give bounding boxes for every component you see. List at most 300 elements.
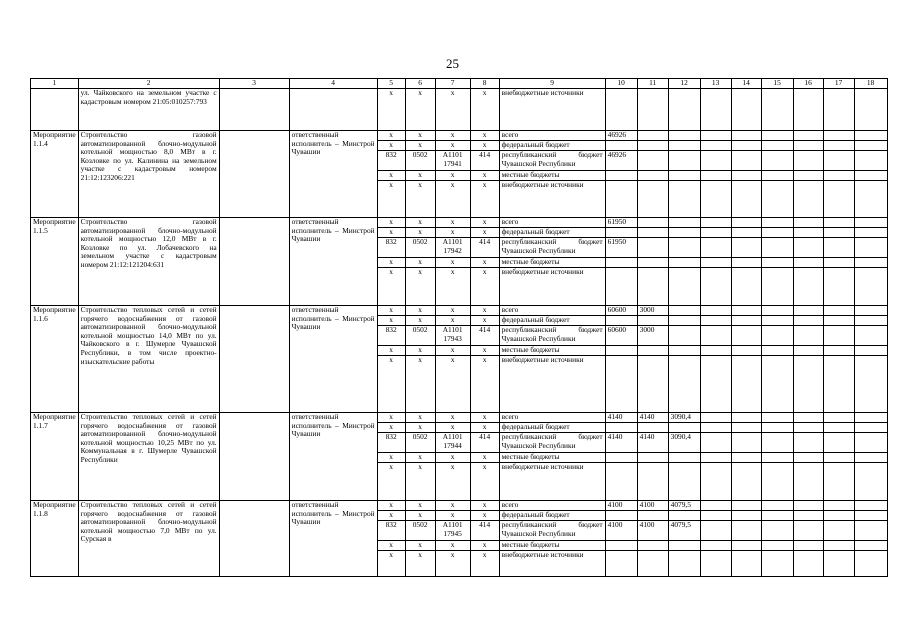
target-item-cell: А1101 17941 bbox=[435, 151, 470, 171]
amount-col18-cell bbox=[854, 356, 887, 413]
funding-source-cell: местные бюджеты bbox=[499, 346, 605, 356]
target-item-cell: x bbox=[435, 131, 470, 141]
ministry-code-cell: x bbox=[377, 306, 405, 316]
amount-col13-cell bbox=[700, 551, 731, 577]
funding-source-cell: местные бюджеты bbox=[499, 541, 605, 551]
amount-col12-cell bbox=[668, 228, 700, 238]
amount-col18-cell bbox=[854, 141, 887, 151]
ministry-code-cell: x bbox=[377, 171, 405, 181]
column-number: 3 bbox=[219, 79, 289, 89]
amount-col17-cell bbox=[823, 258, 854, 268]
amount-col18-cell bbox=[854, 521, 887, 541]
amount-col17-cell bbox=[823, 171, 854, 181]
amount-col12-cell bbox=[668, 346, 700, 356]
ministry-code-cell: x bbox=[377, 511, 405, 521]
funding-source-cell: внебюджетные источники bbox=[499, 356, 605, 413]
budget-table bbox=[30, 78, 888, 577]
amount-col16-cell bbox=[793, 306, 823, 316]
measure-label-cell: Мероприятие 1.1.5 bbox=[31, 218, 79, 306]
amount-col10-cell: 46926 bbox=[605, 131, 637, 141]
amount-col13-cell bbox=[700, 413, 731, 423]
amount-col14-cell bbox=[731, 151, 761, 171]
section-code-cell: x bbox=[405, 306, 435, 316]
expense-type-cell: x bbox=[470, 268, 499, 306]
amount-col11-cell bbox=[637, 541, 668, 551]
amount-col13-cell bbox=[700, 541, 731, 551]
ministry-code-cell: x bbox=[377, 413, 405, 423]
amount-col12-cell bbox=[668, 151, 700, 171]
amount-col13-cell bbox=[700, 258, 731, 268]
amount-col13-cell bbox=[700, 511, 731, 521]
amount-col17-cell bbox=[823, 423, 854, 433]
executor-cell: ответственный исполнитель – Минстрой Чувашии bbox=[289, 501, 377, 577]
target-item-cell: x bbox=[435, 356, 470, 413]
ministry-code-cell: x bbox=[377, 501, 405, 511]
ministry-code-cell: x bbox=[377, 316, 405, 326]
amount-col11-cell bbox=[637, 228, 668, 238]
amount-col17-cell bbox=[823, 356, 854, 413]
table-row bbox=[31, 501, 888, 511]
amount-col12-cell bbox=[668, 258, 700, 268]
target-item-cell: x bbox=[435, 423, 470, 433]
amount-col14-cell bbox=[731, 238, 761, 258]
amount-col15-cell bbox=[761, 171, 793, 181]
amount-col18-cell bbox=[854, 413, 887, 423]
amount-col11-cell: 4100 bbox=[637, 521, 668, 541]
amount-col14-cell bbox=[731, 306, 761, 316]
amount-col13-cell bbox=[700, 141, 731, 151]
amount-col10-cell bbox=[605, 463, 637, 501]
amount-col10-cell bbox=[605, 356, 637, 413]
section-code-cell: x bbox=[405, 316, 435, 326]
amount-col10-cell: 60600 bbox=[605, 306, 637, 316]
column-number: 18 bbox=[854, 79, 887, 89]
ministry-code-cell: x bbox=[377, 131, 405, 141]
target-item-cell: А1101 17944 bbox=[435, 433, 470, 453]
amount-col11-cell bbox=[637, 551, 668, 577]
measure-description-cell: Строительство газовой автоматизированной блочно-модульной котельной мощностью 8,0 МВт в г. Козловке по ул. Калинина на земельном участке с кадастровым номером 21:12:123206:221 bbox=[78, 131, 219, 218]
amount-col17-cell bbox=[823, 541, 854, 551]
amount-col16-cell bbox=[793, 228, 823, 238]
amount-col11-cell bbox=[637, 453, 668, 463]
expense-type-cell: x bbox=[470, 141, 499, 151]
target-item-cell: А1101 17945 bbox=[435, 521, 470, 541]
amount-col11-cell bbox=[637, 268, 668, 306]
amount-col16-cell bbox=[793, 258, 823, 268]
amount-col10-cell bbox=[605, 316, 637, 326]
ministry-code-cell: x bbox=[377, 228, 405, 238]
column-number-row bbox=[31, 79, 888, 89]
amount-col13-cell bbox=[700, 218, 731, 228]
amount-col14-cell bbox=[731, 511, 761, 521]
amount-col18-cell bbox=[854, 151, 887, 171]
measure-label-cell: Мероприятие 1.1.6 bbox=[31, 306, 79, 413]
amount-col18-cell bbox=[854, 131, 887, 141]
target-item-cell: А1101 17943 bbox=[435, 326, 470, 346]
expense-type-cell: x bbox=[470, 356, 499, 413]
amount-col11-cell bbox=[637, 181, 668, 218]
amount-col12-cell bbox=[668, 141, 700, 151]
amount-col17-cell bbox=[823, 268, 854, 306]
funding-source-cell: республиканский бюджет Чувашской Республики bbox=[499, 326, 605, 346]
amount-col17-cell bbox=[823, 181, 854, 218]
target-item-cell: x bbox=[435, 141, 470, 151]
amount-col13-cell bbox=[700, 228, 731, 238]
funding-source-cell: республиканский бюджет Чувашской Республики bbox=[499, 238, 605, 258]
table-row bbox=[31, 89, 888, 131]
expense-type-cell: x bbox=[470, 551, 499, 577]
amount-col16-cell bbox=[793, 151, 823, 171]
amount-col18-cell bbox=[854, 228, 887, 238]
expense-type-cell: x bbox=[470, 89, 499, 131]
amount-col18-cell bbox=[854, 306, 887, 316]
amount-col12-cell bbox=[668, 171, 700, 181]
ministry-code-cell: x bbox=[377, 268, 405, 306]
amount-col12-cell bbox=[668, 131, 700, 141]
amount-col15-cell bbox=[761, 521, 793, 541]
amount-col15-cell bbox=[761, 228, 793, 238]
ministry-code-cell: x bbox=[377, 346, 405, 356]
amount-col12-cell: 3090,4 bbox=[668, 413, 700, 423]
amount-col14-cell bbox=[731, 423, 761, 433]
amount-col18-cell bbox=[854, 541, 887, 551]
expense-type-cell: x bbox=[470, 306, 499, 316]
amount-col12-cell bbox=[668, 238, 700, 258]
amount-col10-cell bbox=[605, 551, 637, 577]
measure-label-cell: Мероприятие 1.1.7 bbox=[31, 413, 79, 501]
amount-col16-cell bbox=[793, 131, 823, 141]
expense-type-cell: x bbox=[470, 511, 499, 521]
amount-col17-cell bbox=[823, 238, 854, 258]
amount-col18-cell bbox=[854, 268, 887, 306]
amount-col16-cell bbox=[793, 316, 823, 326]
amount-col14-cell bbox=[731, 551, 761, 577]
funding-source-cell: республиканский бюджет Чувашской Республики bbox=[499, 433, 605, 453]
executor-cell bbox=[289, 89, 377, 131]
empty-col3-cell bbox=[219, 306, 289, 413]
amount-col10-cell bbox=[605, 268, 637, 306]
funding-source-cell: внебюджетные источники bbox=[499, 268, 605, 306]
funding-source-cell: всего bbox=[499, 306, 605, 316]
amount-col14-cell bbox=[731, 268, 761, 306]
amount-col12-cell bbox=[668, 541, 700, 551]
amount-col16-cell bbox=[793, 141, 823, 151]
amount-col16-cell bbox=[793, 423, 823, 433]
amount-col17-cell bbox=[823, 316, 854, 326]
expense-type-cell: x bbox=[470, 228, 499, 238]
amount-col12-cell bbox=[668, 326, 700, 346]
section-code-cell: x bbox=[405, 511, 435, 521]
amount-col18-cell bbox=[854, 326, 887, 346]
amount-col14-cell bbox=[731, 228, 761, 238]
amount-col15-cell bbox=[761, 423, 793, 433]
section-code-cell: x bbox=[405, 453, 435, 463]
amount-col18-cell bbox=[854, 551, 887, 577]
amount-col12-cell bbox=[668, 453, 700, 463]
amount-col18-cell bbox=[854, 218, 887, 228]
ministry-code-cell: x bbox=[377, 258, 405, 268]
amount-col18-cell bbox=[854, 423, 887, 433]
amount-col18-cell bbox=[854, 316, 887, 326]
measure-description-cell: Строительство газовой автоматизированной блочно-модульной котельной мощностью 12,0 МВт в г. Козловке по ул. Лобачевского на земельном участке с кадастровым номером 21:12:121204:631 bbox=[78, 218, 219, 306]
section-code-cell: x bbox=[405, 218, 435, 228]
amount-col15-cell bbox=[761, 433, 793, 453]
target-item-cell: x bbox=[435, 171, 470, 181]
amount-col18-cell bbox=[854, 171, 887, 181]
amount-col15-cell bbox=[761, 463, 793, 501]
amount-col16-cell bbox=[793, 551, 823, 577]
column-number: 1 bbox=[31, 79, 79, 89]
amount-col17-cell bbox=[823, 511, 854, 521]
amount-col16-cell bbox=[793, 356, 823, 413]
amount-col12-cell bbox=[668, 89, 700, 131]
amount-col13-cell bbox=[700, 306, 731, 316]
amount-col16-cell bbox=[793, 171, 823, 181]
amount-col13-cell bbox=[700, 453, 731, 463]
target-item-cell: А1101 17942 bbox=[435, 238, 470, 258]
target-item-cell: x bbox=[435, 316, 470, 326]
amount-col16-cell bbox=[793, 541, 823, 551]
measure-description-cell: ул. Чайковского на земельном участке с кадастровым номером 21:05:010257:793 bbox=[78, 89, 219, 131]
amount-col17-cell bbox=[823, 346, 854, 356]
amount-col12-cell bbox=[668, 306, 700, 316]
amount-col10-cell: 4100 bbox=[605, 521, 637, 541]
expense-type-cell: x bbox=[470, 131, 499, 141]
section-code-cell: x bbox=[405, 258, 435, 268]
amount-col15-cell bbox=[761, 218, 793, 228]
section-code-cell: 0502 bbox=[405, 151, 435, 171]
column-number: 16 bbox=[793, 79, 823, 89]
executor-cell: ответственный исполнитель – Минстрой Чувашии bbox=[289, 218, 377, 306]
expense-type-cell: x bbox=[470, 501, 499, 511]
amount-col13-cell bbox=[700, 463, 731, 501]
amount-col11-cell bbox=[637, 218, 668, 228]
amount-col17-cell bbox=[823, 141, 854, 151]
amount-col11-cell bbox=[637, 346, 668, 356]
amount-col10-cell: 60600 bbox=[605, 326, 637, 346]
column-number: 9 bbox=[499, 79, 605, 89]
measure-label-cell: Мероприятие 1.1.4 bbox=[31, 131, 79, 218]
funding-source-cell: местные бюджеты bbox=[499, 258, 605, 268]
funding-source-cell: всего bbox=[499, 501, 605, 511]
amount-col15-cell bbox=[761, 346, 793, 356]
measure-description-cell: Строительство тепловых сетей и сетей горячего водоснабжения от газовой автоматизированной блочно-модульной котельной мощностью 10,25 МВт по ул. Коммунальная в г. Шумерле Чувашской Республики bbox=[78, 413, 219, 501]
expense-type-cell: x bbox=[470, 171, 499, 181]
funding-source-cell: федеральный бюджет bbox=[499, 423, 605, 433]
amount-col16-cell bbox=[793, 89, 823, 131]
target-item-cell: x bbox=[435, 551, 470, 577]
target-item-cell: x bbox=[435, 306, 470, 316]
column-number: 5 bbox=[377, 79, 405, 89]
amount-col12-cell bbox=[668, 423, 700, 433]
funding-source-cell: внебюджетные источники bbox=[499, 463, 605, 501]
amount-col16-cell bbox=[793, 181, 823, 218]
funding-source-cell: внебюджетные источники bbox=[499, 181, 605, 218]
amount-col11-cell: 4100 bbox=[637, 501, 668, 511]
table-row bbox=[31, 306, 888, 316]
ministry-code-cell: x bbox=[377, 453, 405, 463]
ministry-code-cell: x bbox=[377, 423, 405, 433]
amount-col18-cell bbox=[854, 453, 887, 463]
expense-type-cell: 414 bbox=[470, 521, 499, 541]
funding-source-cell: всего bbox=[499, 131, 605, 141]
ministry-code-cell: x bbox=[377, 356, 405, 413]
expense-type-cell: x bbox=[470, 258, 499, 268]
expense-type-cell: 414 bbox=[470, 151, 499, 171]
ministry-code-cell: 832 bbox=[377, 238, 405, 258]
amount-col17-cell bbox=[823, 453, 854, 463]
amount-col11-cell: 4140 bbox=[637, 433, 668, 453]
amount-col12-cell: 4079,5 bbox=[668, 501, 700, 511]
amount-col16-cell bbox=[793, 218, 823, 228]
amount-col14-cell bbox=[731, 89, 761, 131]
amount-col13-cell bbox=[700, 171, 731, 181]
amount-col11-cell bbox=[637, 151, 668, 171]
amount-col15-cell bbox=[761, 268, 793, 306]
measure-label-cell bbox=[31, 89, 79, 131]
amount-col10-cell bbox=[605, 423, 637, 433]
ministry-code-cell: 832 bbox=[377, 326, 405, 346]
target-item-cell: x bbox=[435, 218, 470, 228]
column-number: 11 bbox=[637, 79, 668, 89]
target-item-cell: x bbox=[435, 413, 470, 423]
expense-type-cell: 414 bbox=[470, 238, 499, 258]
amount-col14-cell bbox=[731, 541, 761, 551]
amount-col10-cell bbox=[605, 453, 637, 463]
amount-col14-cell bbox=[731, 181, 761, 218]
amount-col13-cell bbox=[700, 151, 731, 171]
table-row bbox=[31, 131, 888, 141]
amount-col13-cell bbox=[700, 316, 731, 326]
column-number: 13 bbox=[700, 79, 731, 89]
measure-label-cell: Мероприятие 1.1.8 bbox=[31, 501, 79, 577]
amount-col13-cell bbox=[700, 423, 731, 433]
amount-col16-cell bbox=[793, 463, 823, 501]
amount-col17-cell bbox=[823, 326, 854, 346]
ministry-code-cell: 832 bbox=[377, 151, 405, 171]
amount-col14-cell bbox=[731, 453, 761, 463]
ministry-code-cell: x bbox=[377, 141, 405, 151]
section-code-cell: x bbox=[405, 141, 435, 151]
amount-col15-cell bbox=[761, 131, 793, 141]
table-row bbox=[31, 413, 888, 423]
section-code-cell: x bbox=[405, 423, 435, 433]
amount-col15-cell bbox=[761, 151, 793, 171]
expense-type-cell: x bbox=[470, 413, 499, 423]
ministry-code-cell: 832 bbox=[377, 433, 405, 453]
column-number: 14 bbox=[731, 79, 761, 89]
amount-col11-cell bbox=[637, 171, 668, 181]
amount-col11-cell: 3000 bbox=[637, 306, 668, 316]
column-number: 15 bbox=[761, 79, 793, 89]
page-number: 25 bbox=[446, 56, 459, 71]
target-item-cell: x bbox=[435, 181, 470, 218]
amount-col13-cell bbox=[700, 238, 731, 258]
amount-col14-cell bbox=[731, 131, 761, 141]
amount-col13-cell bbox=[700, 346, 731, 356]
funding-source-cell: федеральный бюджет bbox=[499, 228, 605, 238]
empty-col3-cell bbox=[219, 89, 289, 131]
section-code-cell: x bbox=[405, 171, 435, 181]
amount-col11-cell bbox=[637, 511, 668, 521]
amount-col10-cell bbox=[605, 181, 637, 218]
section-code-cell: x bbox=[405, 413, 435, 423]
expense-type-cell: x bbox=[470, 423, 499, 433]
expense-type-cell: x bbox=[470, 218, 499, 228]
amount-col13-cell bbox=[700, 131, 731, 141]
measure-description-cell: Строительство тепловых сетей и сетей горячего водоснабжения от газовой автоматизированной блочно-модульной котельной мощностью 14,0 МВт по ул. Чайковского в г. Шумерле Чувашской Республики, в том числе проектно-изыскательские работы bbox=[78, 306, 219, 413]
amount-col15-cell bbox=[761, 238, 793, 258]
ministry-code-cell: 832 bbox=[377, 521, 405, 541]
amount-col17-cell bbox=[823, 521, 854, 541]
target-item-cell: x bbox=[435, 89, 470, 131]
amount-col12-cell bbox=[668, 181, 700, 218]
funding-source-cell: внебюджетные источники bbox=[499, 551, 605, 577]
section-code-cell: 0502 bbox=[405, 238, 435, 258]
target-item-cell: x bbox=[435, 453, 470, 463]
amount-col16-cell bbox=[793, 453, 823, 463]
target-item-cell: x bbox=[435, 501, 470, 511]
amount-col15-cell bbox=[761, 326, 793, 346]
funding-source-cell: федеральный бюджет bbox=[499, 511, 605, 521]
amount-col14-cell bbox=[731, 501, 761, 511]
table-row bbox=[31, 218, 888, 228]
amount-col11-cell bbox=[637, 316, 668, 326]
section-code-cell: x bbox=[405, 346, 435, 356]
amount-col18-cell bbox=[854, 89, 887, 131]
amount-col10-cell: 61950 bbox=[605, 218, 637, 228]
executor-cell: ответственный исполнитель – Минстрой Чувашии bbox=[289, 306, 377, 413]
amount-col11-cell bbox=[637, 238, 668, 258]
target-item-cell: x bbox=[435, 228, 470, 238]
measure-description-cell: Строительство тепловых сетей и сетей горячего водоснабжения от газовой автоматизированной блочно-модульной котельной мощностью 7,0 МВт по ул. Сурская в bbox=[78, 501, 219, 577]
amount-col10-cell bbox=[605, 258, 637, 268]
expense-type-cell: x bbox=[470, 316, 499, 326]
amount-col10-cell: 46926 bbox=[605, 151, 637, 171]
amount-col16-cell bbox=[793, 268, 823, 306]
amount-col17-cell bbox=[823, 218, 854, 228]
column-number: 12 bbox=[668, 79, 700, 89]
amount-col15-cell bbox=[761, 258, 793, 268]
section-code-cell: x bbox=[405, 181, 435, 218]
amount-col11-cell bbox=[637, 258, 668, 268]
amount-col12-cell bbox=[668, 356, 700, 413]
amount-col10-cell: 4140 bbox=[605, 433, 637, 453]
amount-col15-cell bbox=[761, 551, 793, 577]
amount-col15-cell bbox=[761, 453, 793, 463]
amount-col18-cell bbox=[854, 258, 887, 268]
amount-col11-cell: 3000 bbox=[637, 326, 668, 346]
section-code-cell: x bbox=[405, 356, 435, 413]
ministry-code-cell: x bbox=[377, 181, 405, 218]
expense-type-cell: x bbox=[470, 463, 499, 501]
amount-col14-cell bbox=[731, 463, 761, 501]
expense-type-cell: x bbox=[470, 453, 499, 463]
amount-col14-cell bbox=[731, 433, 761, 453]
column-number: 6 bbox=[405, 79, 435, 89]
amount-col14-cell bbox=[731, 141, 761, 151]
amount-col12-cell bbox=[668, 511, 700, 521]
amount-col16-cell bbox=[793, 346, 823, 356]
amount-col16-cell bbox=[793, 433, 823, 453]
amount-col12-cell bbox=[668, 268, 700, 306]
amount-col17-cell bbox=[823, 151, 854, 171]
ministry-code-cell: x bbox=[377, 89, 405, 131]
funding-source-cell: республиканский бюджет Чувашской Республики bbox=[499, 151, 605, 171]
column-number: 4 bbox=[289, 79, 377, 89]
executor-cell: ответственный исполнитель – Минстрой Чувашии bbox=[289, 413, 377, 501]
amount-col15-cell bbox=[761, 511, 793, 521]
